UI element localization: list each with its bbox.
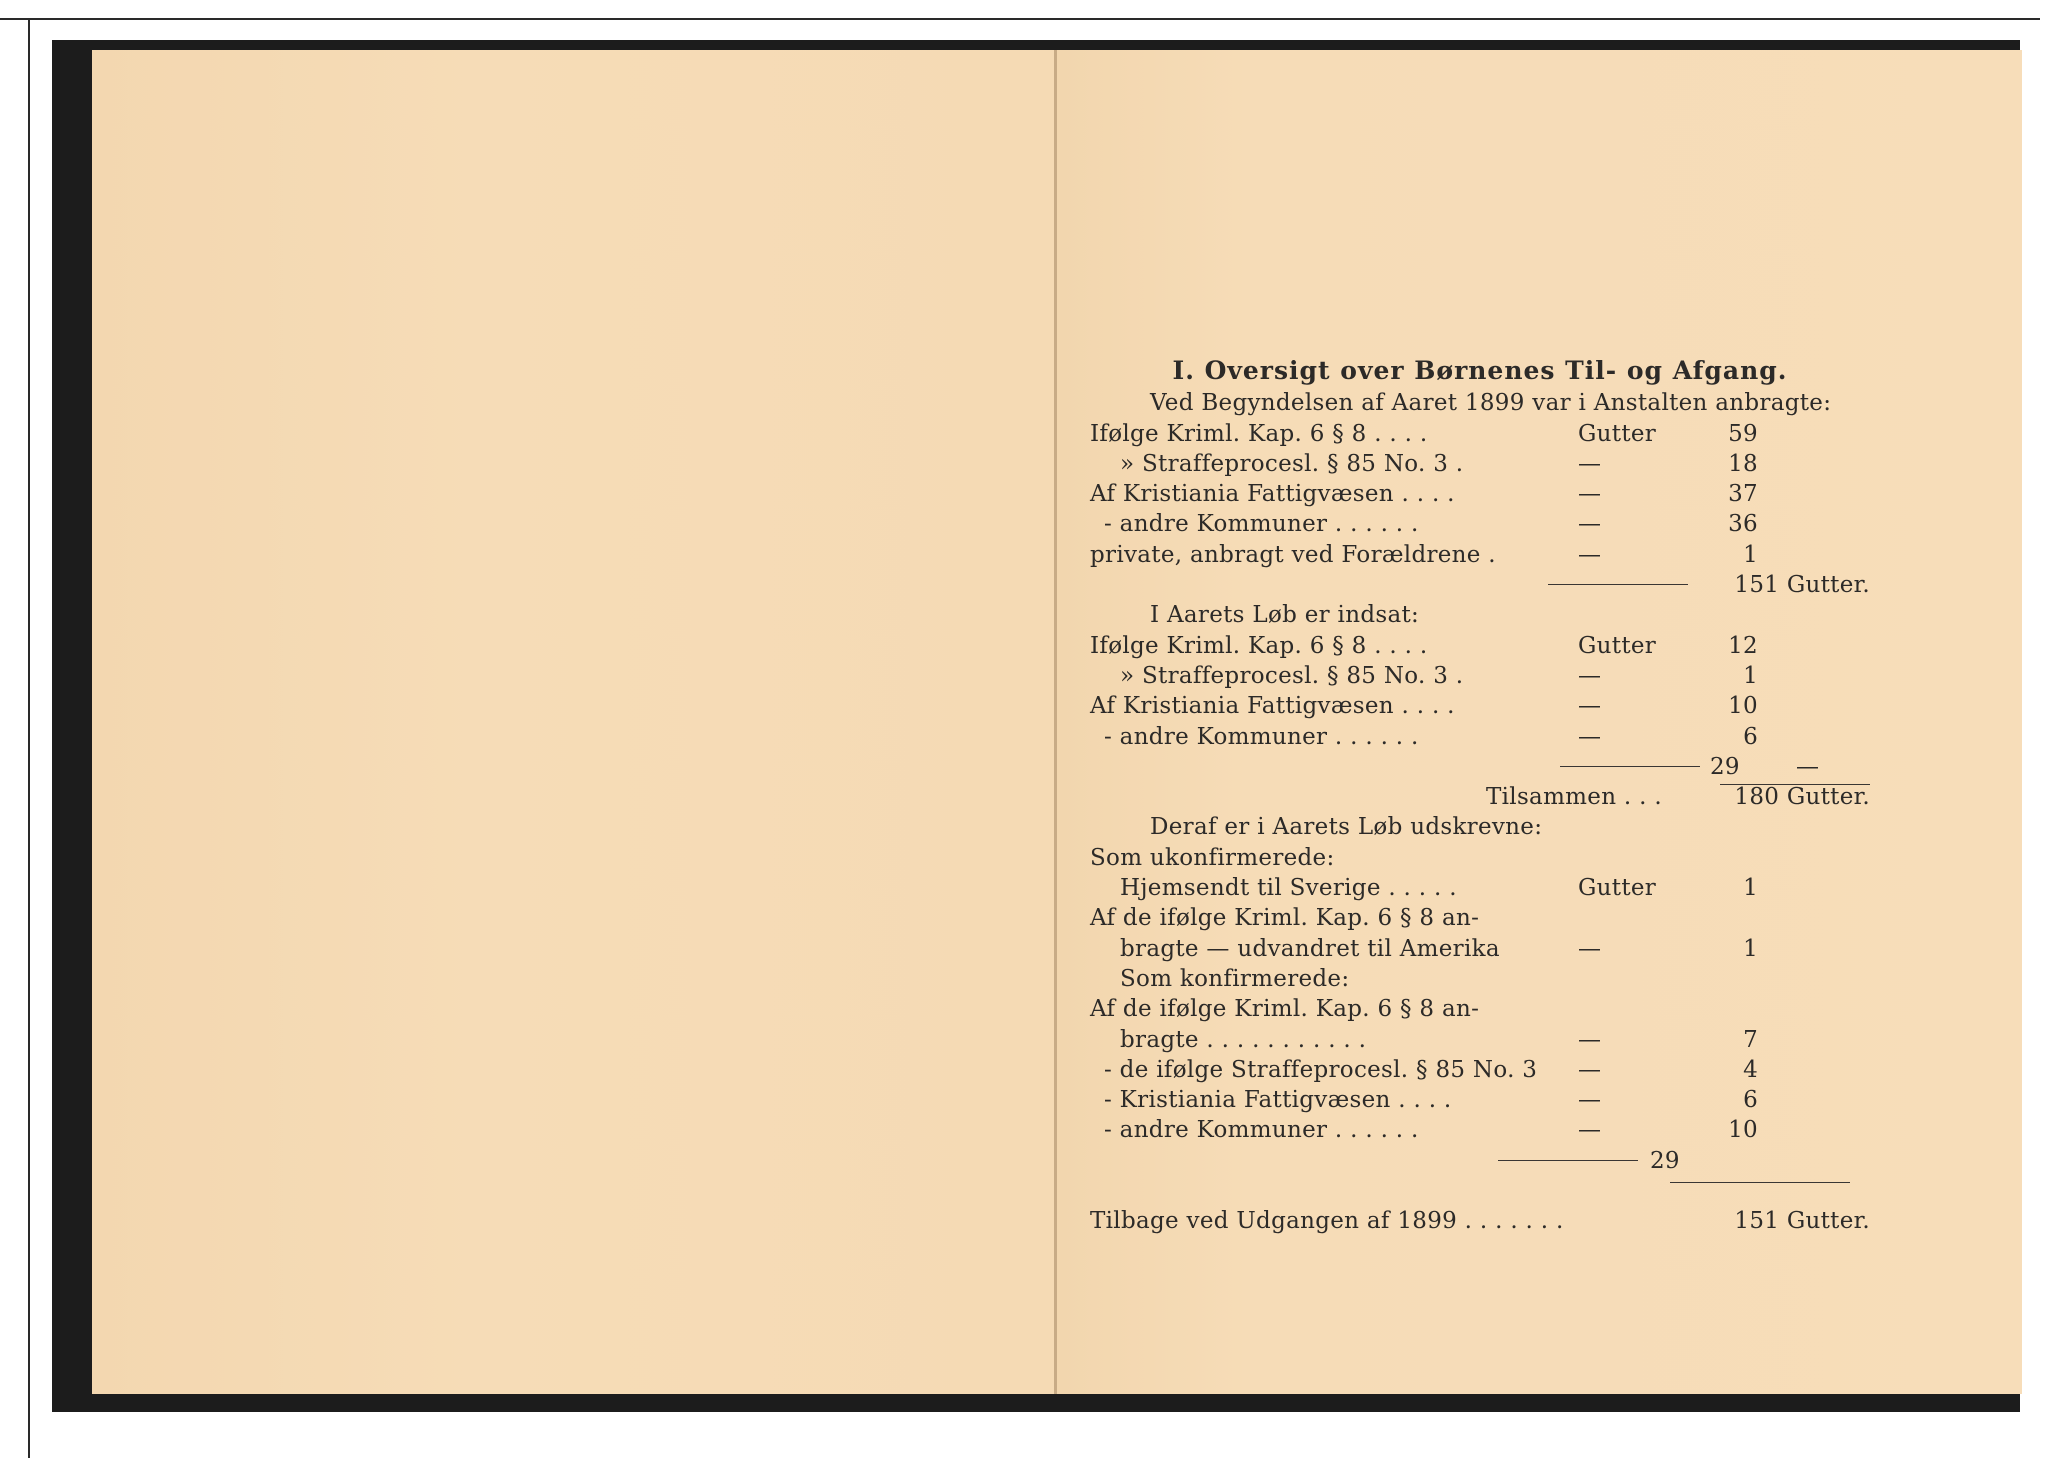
row-label: - andre Kommuner . . . . . . [1104,723,1419,750]
row-label: Af Kristiania Fattigvæsen . . . . [1090,693,1455,720]
intro-text: Ved Begyndelsen af Aaret 1899 var i Anstalten anbragte: [1150,390,1832,417]
row-count: 37 [1728,481,1758,508]
table-row [1090,994,1870,1024]
subheading-line [1090,600,1870,630]
row-label: Af de ifølge Kriml. Kap. 6 § 8 an- [1090,905,1480,932]
row-unit: — [1578,935,1602,962]
row-label: » Straffeprocesl. § 85 No. 3 . [1120,662,1464,689]
row-unit: — [1578,511,1602,538]
row-count: 1 [1743,541,1758,568]
subheading-line [1090,964,1870,994]
together-total: 180 Gutter. [1734,784,1870,811]
row-count: 7 [1743,1026,1758,1053]
subtotal-row [1090,752,1870,782]
table-row [1090,631,1870,661]
table-row [1090,449,1870,479]
total-row [1090,782,1870,812]
row-unit: — [1578,1056,1602,1083]
row-label: private, anbragt ved Forældrene . [1090,541,1496,568]
table-row [1090,540,1870,570]
row-label: - de ifølge Straffeprocesl. § 85 No. 3 [1104,1056,1538,1083]
intro-line [1090,388,1870,418]
row-count: 12 [1728,632,1758,659]
final-total: 151 Gutter. [1734,1208,1870,1235]
row-count: 10 [1728,693,1758,720]
scan-edge-left [28,18,30,1458]
row-unit: — [1578,662,1602,689]
overview-table [1090,356,1870,1237]
intake-sum: 29 [1710,753,1740,780]
section-heading: I. Oversigt over Børnenes Til- og Afgang. [1172,356,1788,385]
row-label: Hjemsendt til Sverige . . . . . [1120,875,1457,902]
spacer-row [1090,1176,1870,1206]
confirmed-heading: Som konfirmerede: [1120,965,1350,992]
sum-rule [1548,584,1688,585]
table-row [1090,691,1870,721]
row-count: 1 [1743,935,1758,962]
table-row [1090,661,1870,691]
row-count: 6 [1743,1087,1758,1114]
row-unit: — [1578,693,1602,720]
row-unit: Gutter [1578,420,1657,447]
row-unit: — [1578,1026,1602,1053]
intake-heading: I Aarets Løb er indsat: [1150,602,1420,629]
subheading-line [1090,812,1870,842]
table-row [1090,1025,1870,1055]
row-label: bragte — udvandret til Amerika [1120,935,1500,962]
table-row [1090,1055,1870,1085]
row-unit: — [1578,481,1602,508]
row-label: - Kristiania Fattigvæsen . . . . [1104,1087,1452,1114]
row-label: - andre Kommuner . . . . . . [1104,511,1419,538]
row-unit: — [1578,1117,1602,1144]
row-count: 18 [1728,450,1758,477]
discharge-sum: 29 [1650,1147,1680,1174]
row-count: 1 [1743,662,1758,689]
table-row [1090,903,1870,933]
subtotal-row [1090,570,1870,600]
final-row [1090,1206,1870,1236]
together-label: Tilsammen . . . [1486,784,1662,811]
left-page [92,50,1056,1394]
scan-edge-top [0,18,2040,20]
table-row [1090,509,1870,539]
discharge-heading: Deraf er i Aarets Løb udskrevne: [1150,814,1543,841]
table-row [1090,722,1870,752]
final-label: Tilbage ved Udgangen af 1899 . . . . . . . [1090,1208,1564,1235]
row-label: Af de ifølge Kriml. Kap. 6 § 8 an- [1090,996,1480,1023]
row-count: 6 [1743,723,1758,750]
intake-sum-unit: — [1796,753,1820,780]
row-count: 59 [1728,420,1758,447]
row-unit: — [1578,723,1602,750]
row-label: Ifølge Kriml. Kap. 6 § 8 . . . . [1090,632,1428,659]
row-label: Ifølge Kriml. Kap. 6 § 8 . . . . [1090,420,1428,447]
subheading-line [1090,843,1870,873]
row-label: - andre Kommuner . . . . . . [1104,1117,1419,1144]
table-row [1090,873,1870,903]
row-count: 1 [1743,875,1758,902]
start-total: 151 Gutter. [1734,572,1870,599]
row-unit: — [1578,541,1602,568]
row-unit: — [1578,450,1602,477]
sum-rule [1560,766,1700,767]
row-count: 4 [1743,1056,1758,1083]
row-label: Af Kristiania Fattigvæsen . . . . [1090,481,1455,508]
table-row [1090,1085,1870,1115]
subtotal-row [1090,1146,1870,1176]
table-row [1090,934,1870,964]
row-unit: — [1578,1087,1602,1114]
unconfirmed-heading: Som ukonfirmerede: [1090,844,1335,871]
row-count: 36 [1728,511,1758,538]
table-row [1090,1115,1870,1145]
row-label: » Straffeprocesl. § 85 No. 3 . [1120,450,1464,477]
row-unit: Gutter [1578,875,1657,902]
row-unit: Gutter [1578,632,1657,659]
row-count: 10 [1728,1117,1758,1144]
book-spine [1054,50,1057,1394]
table-row [1090,419,1870,449]
total-rule [1670,1182,1850,1183]
table-row [1090,479,1870,509]
sum-rule [1498,1160,1638,1161]
row-label: bragte . . . . . . . . . . . [1120,1026,1367,1053]
